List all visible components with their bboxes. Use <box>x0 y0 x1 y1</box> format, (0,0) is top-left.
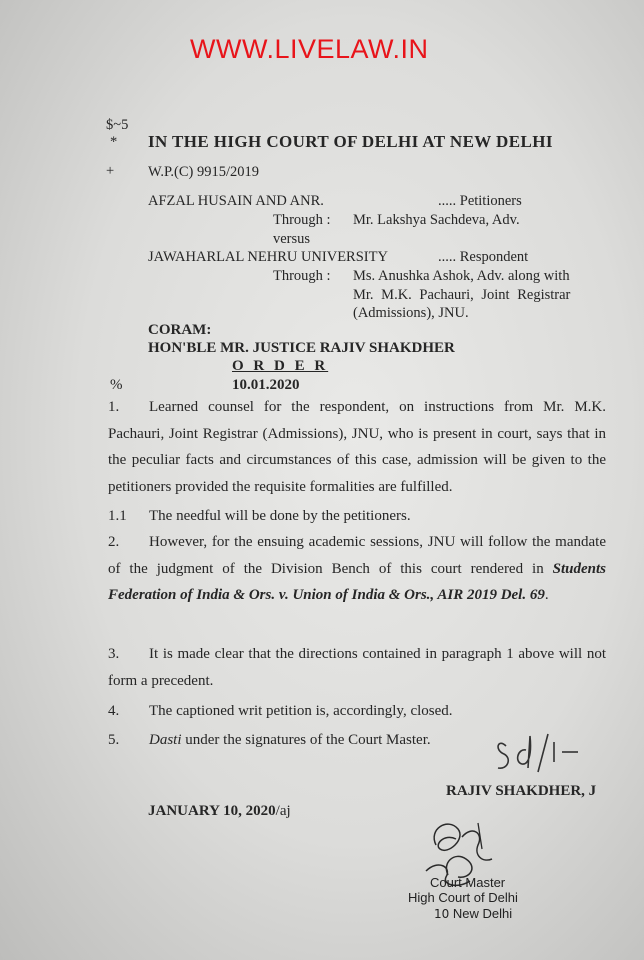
paragraph-3-number: 3. <box>108 646 120 662</box>
petitioner-through-label: Through : <box>273 212 331 228</box>
petitioner-name: AFZAL HUSAIN AND ANR. <box>148 193 324 209</box>
paragraph-2-text: However, for the ensuing academic sessions, JNU will follow the mandate of the judgment of the Division Bench of this court rendered in <box>108 534 606 577</box>
paragraph-2-citation: Students Federation of India & Ors. v. Union of India & Ors., AIR 2019 Del. 69 <box>108 560 606 603</box>
paragraph-3-text: It is made clear that the directions contained in paragraph 1 above will not form a precedent. <box>108 646 606 689</box>
percent-mark: % <box>110 377 123 393</box>
livelaw-watermark: WWW.LIVELAW.IN <box>190 34 429 64</box>
paragraph-2-number: 2. <box>108 534 120 550</box>
paragraph-1-number: 1. <box>108 399 120 415</box>
stamp-line-3 <box>434 906 512 922</box>
paragraph-1-text: Learned counsel for the respondent, on instructions from Mr. M.K. Pachauri, Joint Registrar (Admissions), JNU, who is present in court, says that in the peculiar facts and circumstances of this case, admission will be given to the petitioners provided the requisite formalities are fulfilled. <box>108 399 606 495</box>
respondent-through-label: Through : <box>273 268 331 284</box>
handwritten-signature-sd <box>492 728 582 783</box>
respondent-counsel-line-2: Mr. M.K. Pachauri, Joint Registrar <box>353 287 571 303</box>
coram-label: CORAM: <box>148 322 212 338</box>
petitioner-counsel: Mr. Lakshya Sachdeva, Adv. <box>353 212 520 228</box>
signed-date: JANUARY 10, 2020 <box>148 803 276 819</box>
versus-label: versus <box>273 231 311 247</box>
order-date: 10.01.2020 <box>232 377 300 393</box>
paragraph-1-1-number: 1.1 <box>108 508 127 524</box>
stamp-line-1: Court Master <box>430 875 506 890</box>
paragraph-5-dasti: Dasti <box>149 732 182 748</box>
order-heading: O R D E R <box>232 358 329 374</box>
paragraph-1-1 <box>108 503 606 530</box>
respondent-counsel-line-1: Ms. Anushka Ashok, Adv. along with <box>353 268 570 284</box>
respondent-name: JAWAHARLAL NEHRU UNIVERSITY <box>148 249 388 265</box>
paragraph-1-1-text: The needful will be done by the petitioners. <box>149 508 411 524</box>
paragraph-5-text: under the signatures of the Court Master. <box>181 732 431 748</box>
paragraph-3 <box>108 641 606 694</box>
respondent-counsel-line-3: (Admissions), JNU. <box>353 305 469 321</box>
respondent-role: ..... Respondent <box>438 249 529 265</box>
paragraph-4 <box>108 698 606 725</box>
stamp-handwritten-date: 10 <box>434 907 450 921</box>
clerk-initials: /aj <box>275 803 291 819</box>
signed-date-line <box>148 803 291 820</box>
item-number-mark: $~5 <box>106 117 129 133</box>
court-title: IN THE HIGH COURT OF DELHI AT NEW DELHI <box>148 132 553 151</box>
paragraph-4-text: The captioned writ petition is, accordingly, closed. <box>149 703 453 719</box>
plus-mark: + <box>106 163 115 179</box>
paragraph-1 <box>108 394 606 500</box>
star-mark: * <box>110 134 118 150</box>
paragraph-2 <box>108 529 606 609</box>
stamp-city: New Delhi <box>452 906 513 921</box>
case-number: W.P.(C) 9915/2019 <box>148 164 260 180</box>
court-master-stamp <box>408 815 548 925</box>
judge-name: HON'BLE MR. JUSTICE RAJIV SHAKDHER <box>148 340 455 356</box>
paragraph-2-end: . <box>544 587 549 603</box>
petitioner-role: ..... Petitioners <box>438 193 522 209</box>
paragraph-4-number: 4. <box>108 703 120 719</box>
signatory-name: RAJIV SHAKDHER, J <box>446 783 597 799</box>
stamp-line-2: High Court of Delhi <box>408 890 518 905</box>
paragraph-5-number: 5. <box>108 732 120 748</box>
